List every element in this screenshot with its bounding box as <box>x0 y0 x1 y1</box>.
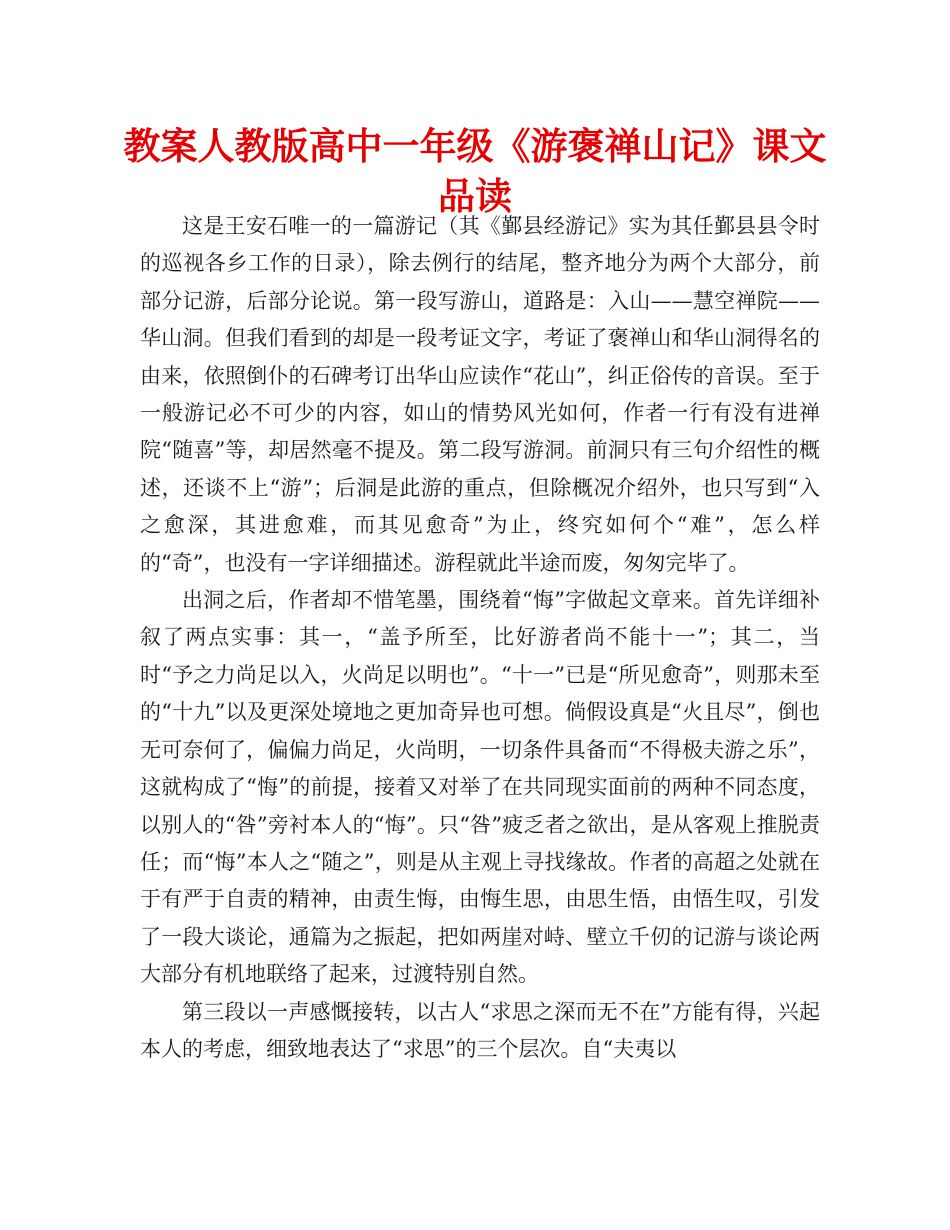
document-body <box>140 208 820 1068</box>
paragraph-1: 这是王安石唯一的一篇游记（其《鄞县经游记》实为其任鄞县县令时的巡视各乡工作的日录），除去例行的结尾，整齐地分为两个大部分，前部分记游，后部分论说。第一段写游山，道路是：入山——慧空禅院——华山洞。但我们看到的却是一段考证文字，考证了褒禅山和华山洞得名的由来，依照倒仆的石碑考订出华山应读作“花山”，纠正俗传的音误。至于一般游记必不可少的内容，如山的情势风光如何，作者一行有没有进禅院“随喜”等，却居然毫不提及。第二段写游洞。前洞只有三句介绍性的概述，还谈不上“游”；后洞是此游的重点，但除概况介绍外，也只写到“入之愈深，其进愈难，而其见愈奇”为止，终究如何个“难”，怎么样的“奇”，也没有一字详细描述。游程就此半途而废，匆匆完毕了。 <box>140 214 820 575</box>
paragraph-3: 第三段以一声感慨接转，以古人“求思之深而无不在”方能有得，兴起本人的考虑，细致地表达了“求思”的三个层次。自“夫夷以 <box>140 999 820 1061</box>
document-title: 教案人教版高中一年级《游褒禅山记》课文品读 <box>123 125 827 218</box>
paragraph-2: 出洞之后，作者却不惜笔墨，围绕着“悔”字做起文章来。首先详细补叙了两点实事：其一，“盖予所至，比好游者尚不能十一”；其二，当时“予之力尚足以入，火尚足以明也”。“十一”已是“所见愈奇”，则那未至的“十九”以及更深处境地之更加奇异也可想。倘假设真是“火且尽”，倒也无可奈何了，偏偏力尚足，火尚明，一切条件具备而“不得极夫游之乐”，这就构成了“悔”的前提，接着又对举了在共同现实面前的两种不同态度，以别人的“咎”旁衬本人的“悔”。只“咎”疲乏者之欲出，是从客观上推脱责任；而“悔”本人之“随之”，则是从主观上寻找缘故。作者的高超之处就在于有严于自责的精神，由责生悔，由悔生思，由思生悟，由悟生叹，引发了一段大谈论，通篇为之振起，把如两崖对峙、壁立千仞的记游与谈论两大部分有机地联络了起来，过渡特别自然。 <box>140 588 820 987</box>
